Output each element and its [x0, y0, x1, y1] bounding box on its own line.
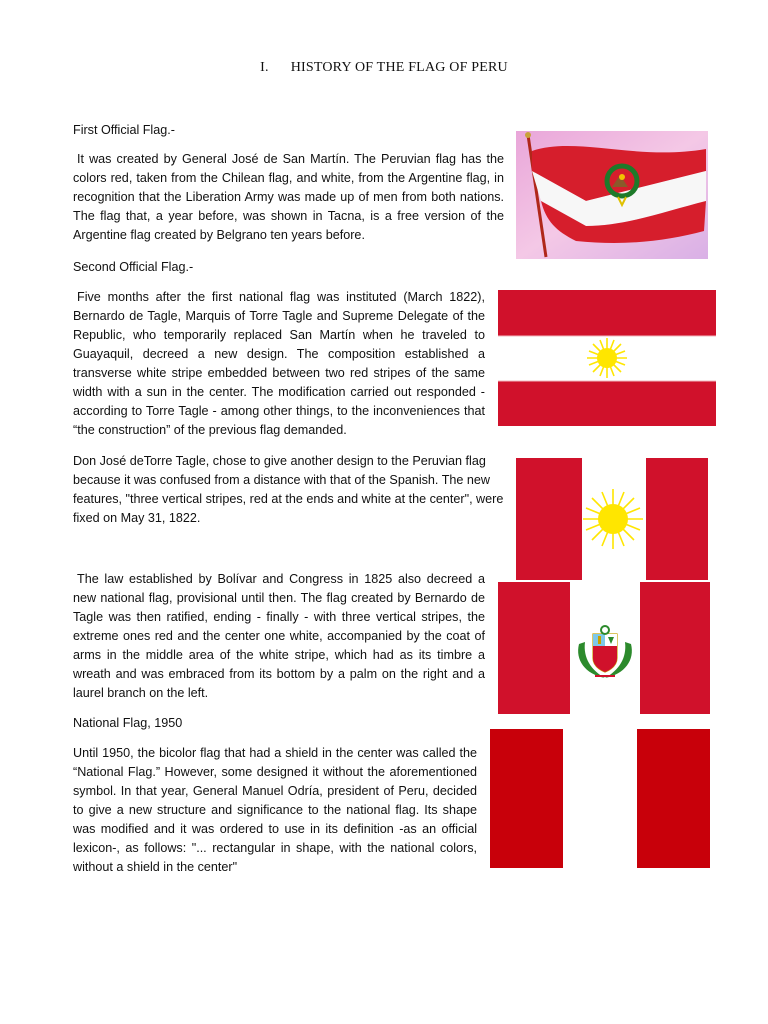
- heading-second-flag: Second Official Flag.-: [73, 260, 194, 274]
- fourth-flag-image: [498, 582, 710, 714]
- heading-national-flag-1950: National Flag, 1950: [73, 716, 183, 730]
- page-title: [0, 60, 768, 76]
- heading-first-flag: First Official Flag.-: [73, 123, 175, 137]
- third-flag-image: [516, 458, 708, 580]
- paragraph-first-flag: It was created by General José de San Martín. The Peruvian flag has the colors red, taken from the Chilean flag, and white, from the Argentine flag, in recognition that the Liberation Army was made up of men from both nations. The flag that, a year before, was shown in Tacna, is a free version of the Argentine flag created by Belgrano ten years before.: [73, 152, 504, 242]
- sun-icon: [587, 338, 627, 378]
- paragraph-third-flag: Don José deTorre Tagle, chose to give another design to the Peruvian flag because it was confused from a distance with that of the Spanish. The new features, "three vertical stripes, red at the ends and white at the center", were fixed on May 31, 1822.: [73, 454, 504, 525]
- paragraph-national-flag-1950: Until 1950, the bicolor flag that had a shield in the center was called the “National Flag.” However, some designed it without the aforementioned symbol. In that year, General Manuel Odría, president of Peru, decided to give a new structure and significance to the national flag. Its shape was modified and it was ordered to use in its definition -as an official lexicon-, as follows: "... rectangular in shape, with the national colors, without a shield in the center": [73, 746, 477, 874]
- section-number: I.: [260, 60, 269, 75]
- second-official-flag-image: [498, 290, 716, 426]
- paragraph-fourth-flag: The law established by Bolívar and Congress in 1825 also decreed a new national flag, provisional until then. The flag created by Bernardo de Tagle was then ratified, ending - finally - with three vertical stripes, the extreme ones red and the center one white, accompanied by the coat of arms in the middle area of the white stripe, which had as its timbre a wreath and was embraced from its bottom by a palm on the right and a laurel branch on the left.: [73, 572, 485, 700]
- first-official-flag-image: [516, 131, 708, 259]
- paragraph-second-flag: Five months after the first national flag was instituted (March 1822), Bernardo de Tagle, Marquis of Torre Tagle and Supreme Delegate of the Republic, who temporarily replaced San Martín when he traveled to Guayaquil, decreed a new design. The composition established a transverse white stripe embedded between two red stripes of the same width with a sun in the center. The modification carried out responded - according to Torre Tagle - among other things, to the inconveniences that “the construction” of the previous flag demanded.: [73, 290, 485, 437]
- title-text: HISTORY OF THE FLAG OF PERU: [290, 60, 508, 75]
- sun-icon: [583, 489, 643, 549]
- national-flag-1950-image: [490, 729, 710, 868]
